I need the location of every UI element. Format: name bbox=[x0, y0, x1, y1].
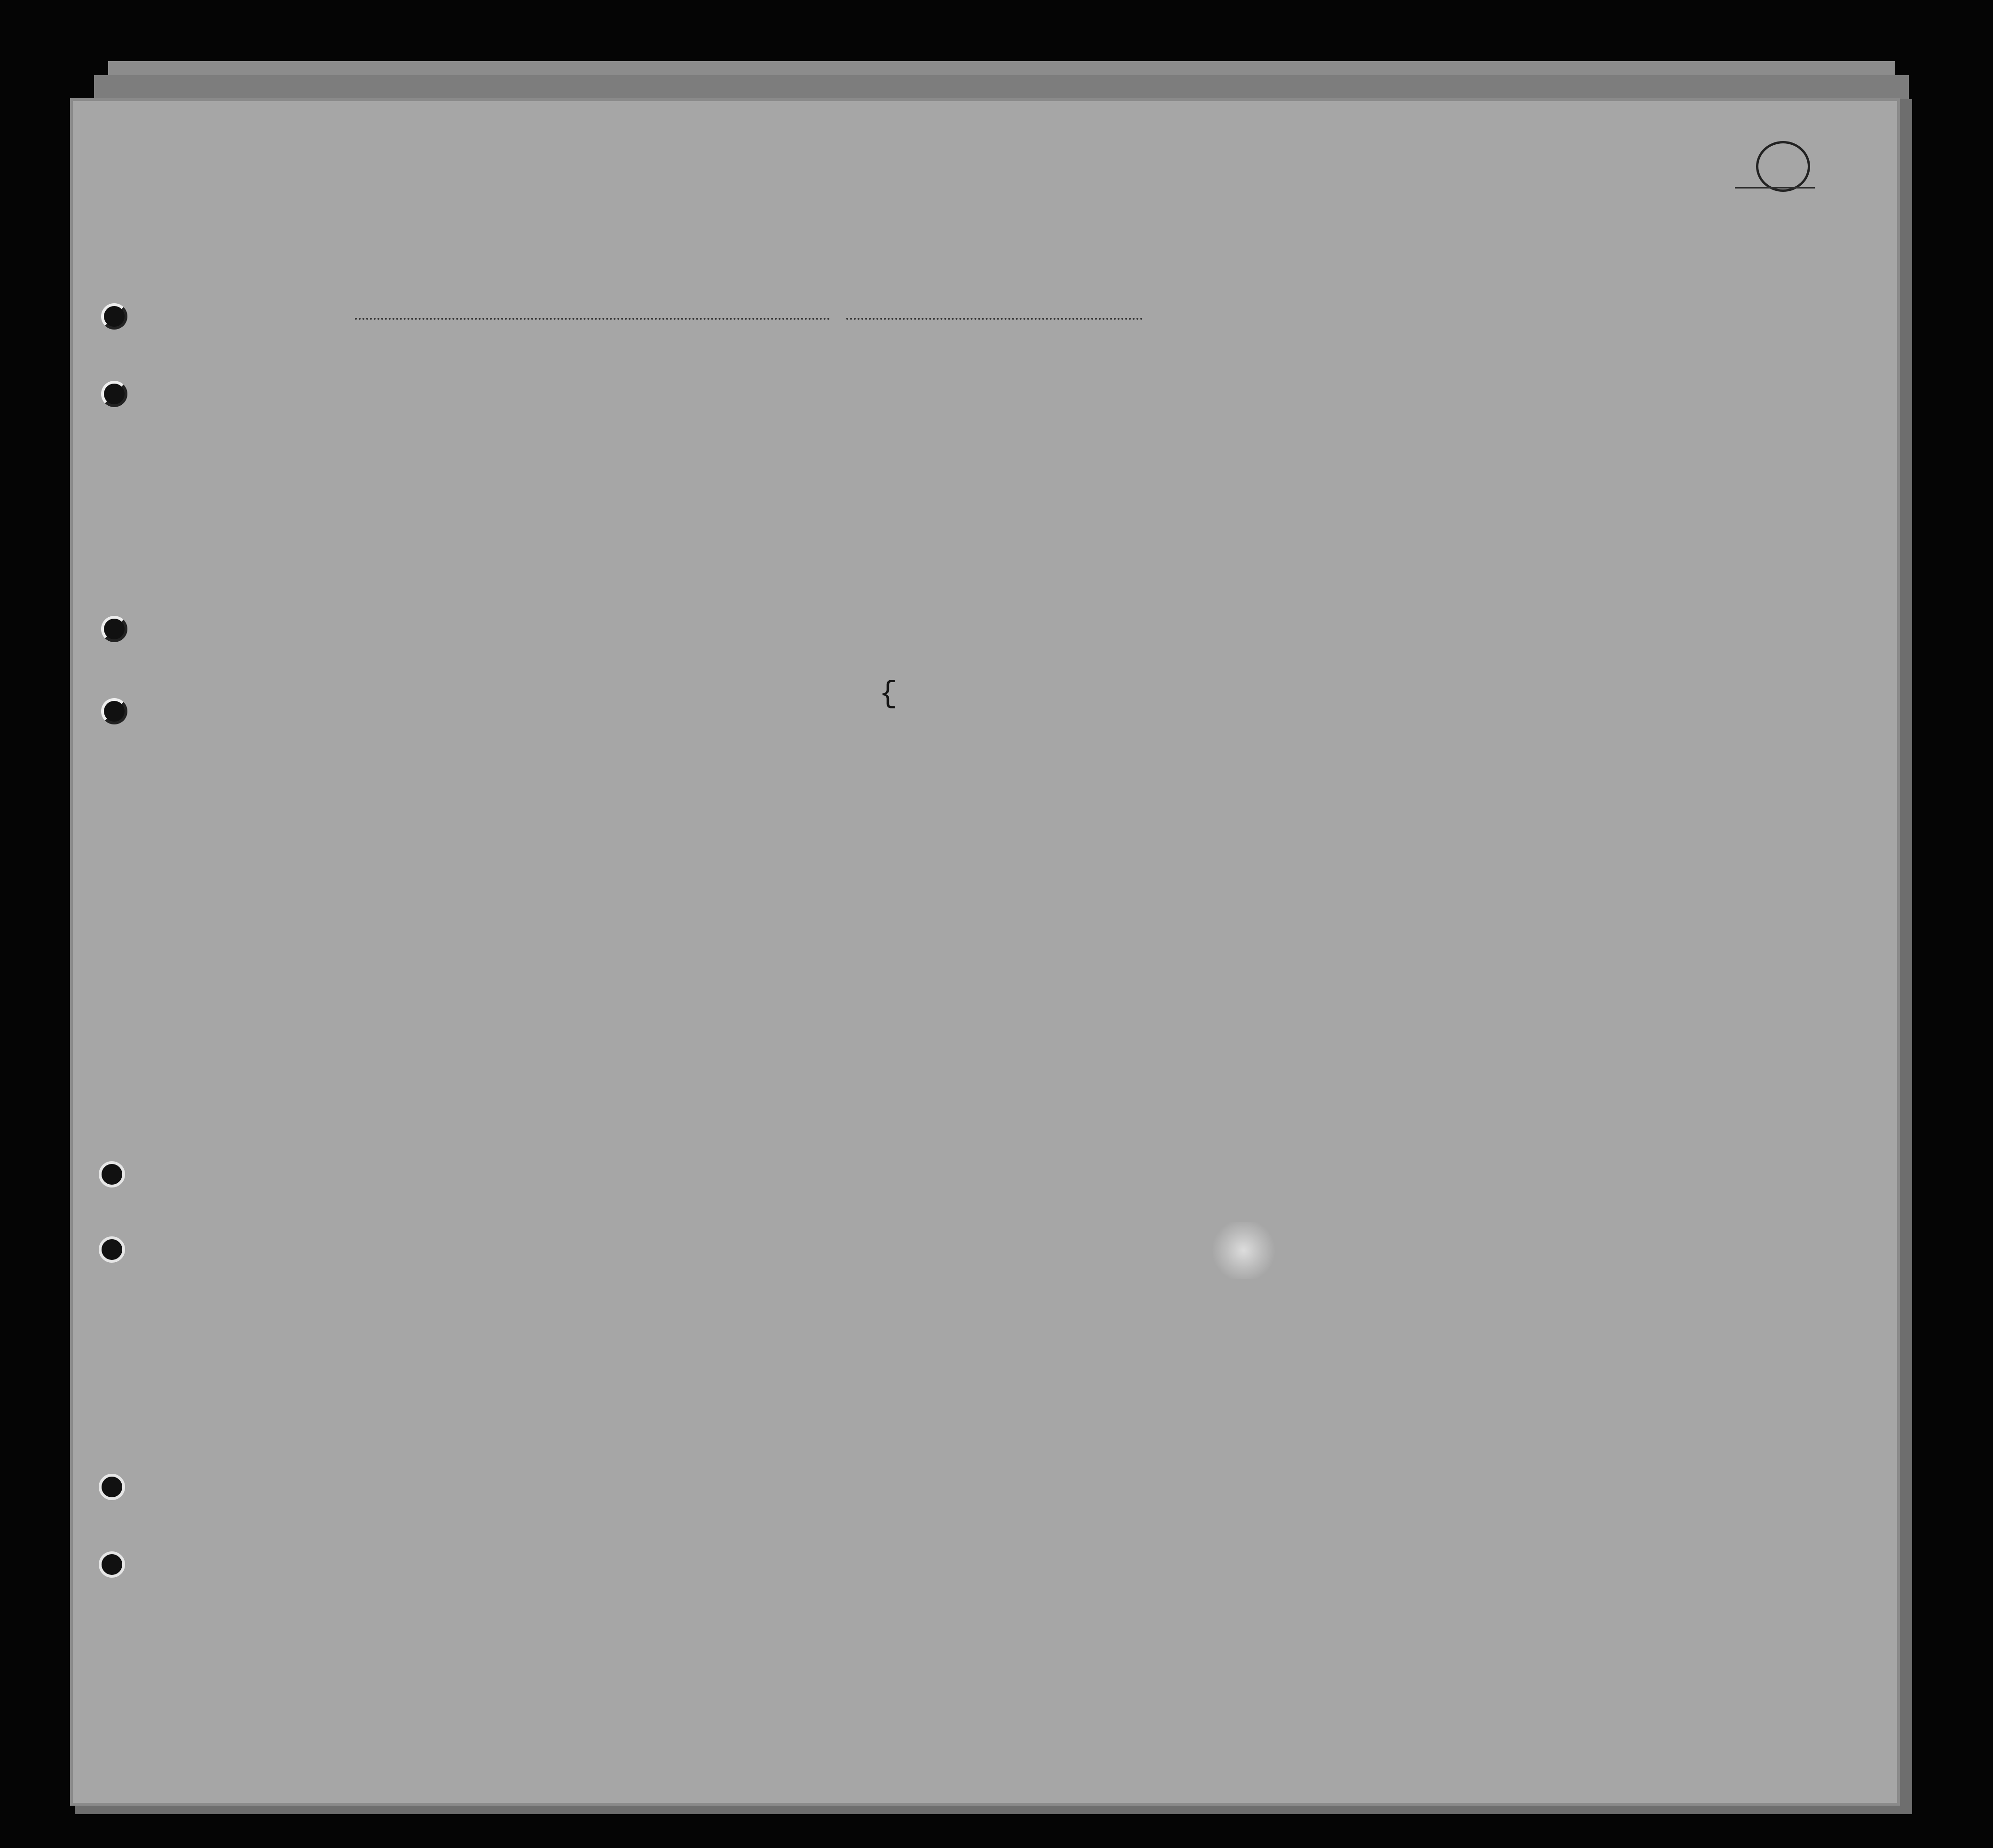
col-27-heading bbox=[1300, 371, 1309, 503]
binder-hole bbox=[101, 381, 127, 407]
binder-hole bbox=[99, 1474, 125, 1500]
col-30-heading bbox=[1408, 371, 1422, 503]
col-24b bbox=[1159, 409, 1167, 503]
col-26-heading bbox=[1275, 371, 1284, 503]
binder-hole bbox=[101, 616, 127, 642]
binder-hole bbox=[99, 1161, 125, 1187]
paper-stain bbox=[1208, 1222, 1279, 1279]
binder-hole bbox=[99, 1236, 125, 1263]
col-28-heading bbox=[1323, 371, 1352, 503]
col-24a bbox=[1127, 409, 1135, 503]
col-24c bbox=[1190, 409, 1198, 503]
col-19-heading bbox=[570, 385, 580, 503]
col-25-heading bbox=[1239, 371, 1253, 503]
col-29-heading bbox=[1373, 371, 1394, 503]
binder-hole bbox=[101, 698, 127, 724]
r5-brace: { bbox=[879, 677, 898, 711]
col-21-heading bbox=[692, 385, 702, 503]
binder-hole bbox=[101, 303, 127, 330]
col-34-feet bbox=[1569, 451, 1579, 494]
binder-hole bbox=[99, 1551, 125, 1578]
col-31-heading bbox=[1432, 371, 1446, 503]
col-34-inches bbox=[1592, 451, 1601, 494]
